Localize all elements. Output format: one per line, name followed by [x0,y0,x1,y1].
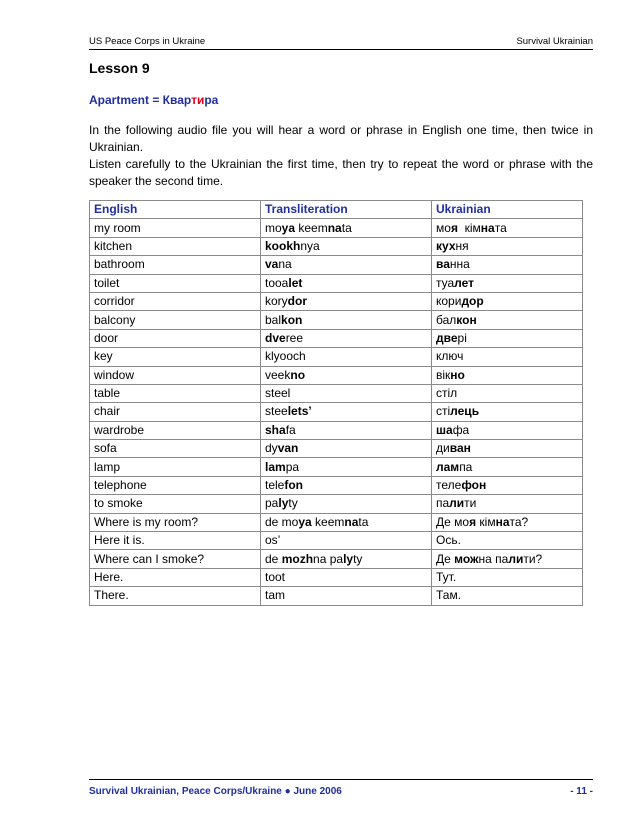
syllable: pa [285,459,300,474]
cell-transliteration [261,587,432,605]
cell-ukrainian [432,458,583,476]
subtitle-suffix: ра [204,93,219,107]
stressed-syllable: лам [436,459,460,474]
syllable: ди [436,441,450,456]
syllable: Де [436,551,455,566]
syllable: кори [436,294,462,309]
stressed-syllable: let [288,275,303,290]
syllable: na [278,257,292,272]
cell-english: Here. [90,568,261,586]
cell-transliteration [261,550,432,568]
cell-transliteration [261,256,432,274]
syllable: вік [436,367,451,382]
syllable: stee [265,404,288,419]
syllable: pa [265,496,279,511]
table-row [90,256,583,274]
syllable: na pa [313,551,344,566]
stressed-syllable: я [450,220,458,235]
syllable: стіл [436,386,458,401]
cell-transliteration [261,403,432,421]
cell-transliteration [261,237,432,255]
cell-transliteration [261,495,432,513]
cell-ukrainian [432,421,583,439]
instructions [89,122,593,190]
cell-ukrainian [432,366,583,384]
cell-ukrainian [432,329,583,347]
table-row [90,219,583,237]
cell-ukrainian [432,292,583,310]
cell-transliteration [261,292,432,310]
stressed-syllable: ша [436,422,453,437]
table-row [90,568,583,586]
header-ukrainian: Ukrainian [432,201,583,219]
syllable: tele [265,478,285,493]
cell-transliteration [261,329,432,347]
cell-ukrainian [432,256,583,274]
cell-transliteration [261,476,432,494]
table-row [90,513,583,531]
syllable: de [265,551,282,566]
table-row [90,458,583,476]
syllable: veek [265,367,291,382]
syllable: ти? [523,551,543,566]
syllable: ta [358,514,369,529]
table-row [90,421,583,439]
stressed-syllable: ва [436,257,450,272]
syllable: klyooch [265,349,306,364]
syllable: нна [449,257,470,272]
syllable: keem [311,514,345,529]
stressed-syllable: ya [298,514,312,529]
stressed-syllable: na [327,220,342,235]
syllable: ty [353,551,363,566]
syllable: ти [464,496,477,511]
page-number: - 11 - [570,786,593,797]
cell-english: balcony [90,311,261,329]
cell-transliteration [261,421,432,439]
syllable: па [459,459,473,474]
cell-english: window [90,366,261,384]
cell-english: bathroom [90,256,261,274]
syllable: Де мо [436,514,470,529]
table-row [90,274,583,292]
stressed-syllable: na [344,514,359,529]
stressed-syllable: кон [456,312,477,327]
cell-english: to smoke [90,495,261,513]
cell-english: sofa [90,440,261,458]
cell-transliteration [261,384,432,402]
syllable: Там. [436,588,462,603]
cell-ukrainian [432,495,583,513]
cell-english: telephone [90,476,261,494]
cell-transliteration [261,532,432,550]
cell-english: door [90,329,261,347]
stressed-syllable: я [469,514,477,529]
syllable: kory [265,294,288,309]
cell-ukrainian [432,513,583,531]
table-row [90,384,583,402]
stressed-syllable: лет [454,275,475,290]
cell-ukrainian [432,274,583,292]
stressed-syllable: lets’ [287,404,312,419]
cell-ukrainian [432,403,583,421]
table-row [90,587,583,605]
syllable: та? [509,514,529,529]
stressed-syllable: kon [281,312,303,327]
syllable: ключ [436,349,464,364]
table-row [90,237,583,255]
table-row [90,403,583,421]
cell-ukrainian [432,587,583,605]
table-row [90,311,583,329]
stressed-syllable: mozh [281,551,314,566]
table-row [90,292,583,310]
cell-ukrainian [432,440,583,458]
stressed-syllable: ли [449,496,465,511]
cell-english: key [90,348,261,366]
table-row [90,532,583,550]
stressed-syllable: dve [265,330,286,345]
cell-transliteration [261,568,432,586]
vocabulary-table [89,200,583,606]
stressed-syllable: ly [278,496,289,511]
syllable: tooa [265,275,289,290]
stressed-syllable: две [436,330,458,345]
header-left-text: US Peace Corps in Ukraine [89,36,206,47]
lesson-title: Lesson 9 [89,60,150,76]
cell-english: Where can I smoke? [90,550,261,568]
syllable: fa [285,422,296,437]
syllable: de mo [265,514,299,529]
cell-transliteration [261,513,432,531]
syllable: Ось. [436,533,461,548]
stressed-syllable: sha [265,422,286,437]
cell-transliteration [261,366,432,384]
table-row [90,495,583,513]
syllable: Тут. [436,570,457,584]
cell-ukrainian [432,237,583,255]
table-row [90,476,583,494]
syllable: toot [265,570,286,584]
instruction-paragraph-2: Listen carefully to the Ukrainian the first time, then try to repeat the word or phrase with the speaker the second time. [89,157,593,188]
syllable: ня [455,238,469,253]
page-footer [89,779,593,800]
cell-english: kitchen [90,237,261,255]
syllable: сті [436,404,451,419]
cell-english: There. [90,587,261,605]
lesson-subtitle [89,93,218,107]
cell-english: toilet [90,274,261,292]
cell-english: corridor [90,292,261,310]
syllable: кім [476,514,496,529]
cell-transliteration [261,219,432,237]
syllable: ta [341,220,352,235]
syllable: tam [265,588,286,603]
subtitle-stressed-syllable: ти [191,93,205,107]
cell-ukrainian [432,550,583,568]
syllable: фа [452,422,470,437]
syllable: бал [436,312,457,327]
cell-ukrainian [432,348,583,366]
cell-ukrainian [432,568,583,586]
syllable: туа [436,275,455,290]
cell-transliteration [261,458,432,476]
syllable: ree [285,330,304,345]
stressed-syllable: на [495,514,510,529]
cell-ukrainian [432,219,583,237]
cell-english: lamp [90,458,261,476]
syllable: па [436,496,450,511]
cell-english: wardrobe [90,421,261,439]
cell-english: table [90,384,261,402]
stressed-syllable: фон [461,478,487,493]
syllable: steel [265,386,291,401]
syllable: os’ [265,533,281,548]
syllable: рі [457,330,467,345]
syllable: mo [265,220,282,235]
syllable: keem [295,220,328,235]
table-header-row [90,201,583,219]
instruction-paragraph-1: In the following audio file you will hear a word or phrase in English one time, then twice in Ukrainian. [89,123,593,154]
cell-ukrainian [432,476,583,494]
subtitle-prefix: Apartment = Квар [89,93,192,107]
syllable: bal [265,312,282,327]
cell-ukrainian [432,311,583,329]
stressed-syllable: на [480,220,495,235]
stressed-syllable: кух [436,238,456,253]
stressed-syllable: van [277,441,299,456]
syllable: кім [457,220,481,235]
table-row [90,440,583,458]
stressed-syllable: ван [449,441,471,456]
cell-english: my room [90,219,261,237]
cell-transliteration [261,274,432,292]
table-row [90,550,583,568]
cell-english: Here it is. [90,532,261,550]
syllable: теле [436,478,462,493]
cell-transliteration [261,440,432,458]
cell-transliteration [261,348,432,366]
stressed-syllable: dor [287,294,308,309]
stressed-syllable: дор [461,294,484,309]
table-row [90,329,583,347]
stressed-syllable: fon [284,478,304,493]
cell-ukrainian [432,532,583,550]
header-transliteration: Transliteration [261,201,432,219]
syllable: ty [288,496,298,511]
stressed-syllable: ya [281,220,296,235]
footer-left-text: Survival Ukrainian, Peace Corps/Ukraine ● June 2006 [89,786,342,797]
stressed-syllable: ли [508,551,524,566]
table-body [90,219,583,605]
syllable: dy [265,441,278,456]
stressed-syllable: лець [450,404,480,419]
cell-english: Where is my room? [90,513,261,531]
stressed-syllable: no [290,367,306,382]
header-right-text: Survival Ukrainian [516,36,593,47]
stressed-syllable: но [450,367,465,382]
syllable: на па [478,551,509,566]
cell-english: chair [90,403,261,421]
stressed-syllable: мож [454,551,479,566]
stressed-syllable: lam [265,459,286,474]
cell-transliteration [261,311,432,329]
header-english: English [90,201,261,219]
stressed-syllable: kookh [265,238,301,253]
page-header [89,33,593,50]
syllable: nya [300,238,320,253]
cell-ukrainian [432,384,583,402]
syllable: та [494,220,507,235]
table-row [90,348,583,366]
stressed-syllable: ly [343,551,354,566]
syllable: мо [436,220,451,235]
stressed-syllable: va [265,257,279,272]
table-row [90,366,583,384]
